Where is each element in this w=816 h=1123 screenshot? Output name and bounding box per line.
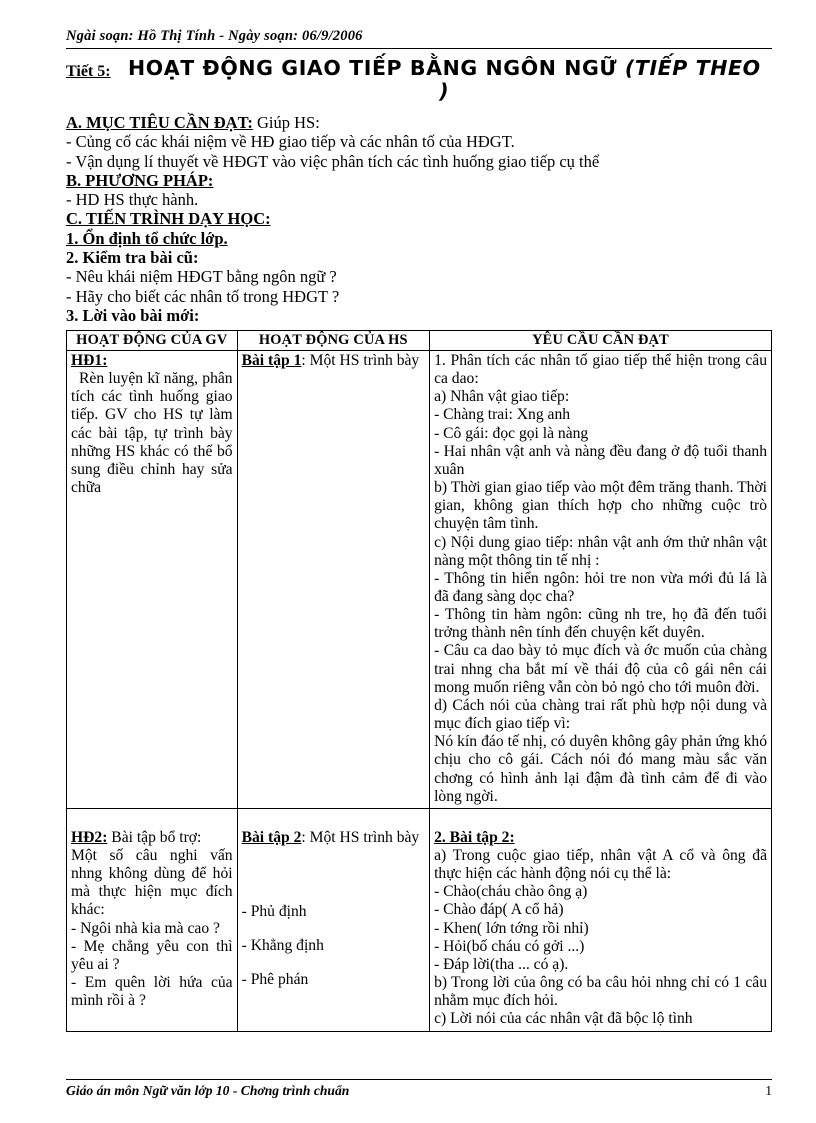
activity-item: - Ngôi nhà kia mà cao ? [71,919,220,937]
section-text: - Nêu khái niệm HĐGT bằng ngôn ngữ ? [66,267,337,287]
hd1-label: HĐ1: [71,351,108,369]
activity-item: - Em quên lời hứa của mình rồi à ? [71,974,233,1010]
req-line: d) Cách nói của chàng trai rất phù hợp nội dung và mục đích giao tiếp vì: [434,696,767,733]
section-line [66,248,772,267]
section-label: C. TIẾN TRÌNH DẠY HỌC: [66,209,271,229]
section-label: B. PHƯƠNG PHÁP: [66,170,214,190]
section-text: - HD HS thực hành. [66,190,199,210]
section-text: - Vận dụng lí thuyết về HĐGT vào việc phân tích các tình huống giao tiếp cụ thể [66,151,600,171]
req-line: c) Lời nói của các nhân vật đã bộc lộ tình [434,1010,693,1028]
exercise2-text: : Một HS trình bày [301,828,420,846]
cell-activity-gv-2 [67,808,238,1031]
section-text: Giúp HS: [252,112,320,132]
hs-answer-item: - Phủ định [241,903,307,921]
table-header-yccd: YÊU CẦU CẦN ĐẠT [430,331,772,351]
exercise1-line [242,352,425,370]
objectives-block [66,113,772,325]
req-line: - Khen( lớn tớng rồi nhỉ) [434,919,589,937]
lesson-number: Tiết 5: [66,63,111,80]
req-line: b) Trong lời của ông có ba câu hỏi nhng chỉ có 1 câu nhằm mục đích hỏi. [434,974,767,1010]
hd2-block [71,829,233,1011]
req-line: - Hai nhân vật anh và nàng đều đang ở độ tuổi thanh xuân [434,442,767,478]
section-line [66,229,772,248]
section-text: - Hãy cho biết các nhân tố trong HĐGT ? [66,286,340,306]
exercise2-label: Bài tập 2 [241,828,302,846]
section-line [66,171,772,190]
req-line: a) Nhân vật giao tiếp: [434,388,570,406]
section-text: - Củng cố các khái niệm về HĐ giao tiếp và các nhân tố của HĐGT. [66,132,515,152]
cell-activity-gv-1 [67,350,238,808]
section-line [66,306,772,325]
hs-answer-item: - Phê phán [241,971,309,989]
page-title-main: HOẠT ĐỘNG GIAO TIẾP BẰNG NGÔN NGỮ [127,56,618,80]
hs-answer-item: - Khẳng định [241,937,324,955]
page-header: Ngài soạn: Hồ Thị Tính - Ngày soạn: 06/9/2006 [66,28,772,49]
page-footer [66,1079,772,1099]
cell-requirements-1 [430,350,772,808]
activity-label-hd2 [71,829,233,847]
section-line [66,113,772,132]
table-header-hs: HOẠT ĐỘNG CỦA HS [237,331,429,351]
section-label: 1. Ổn định tổ chức lớp. [66,228,228,248]
activity-text-hd2: Một số câu nghi vấn nhng không dùng để hỏi mà thực hiện mục đích khác: [71,847,233,919]
section-label: 3. Lời vào bài mới: [66,305,200,325]
cell-activity-hs-1 [237,350,429,808]
table-header-row [67,331,772,351]
req-line: b) Thời gian giao tiếp vào một đêm trăng thanh. Thời gian, không gian thích hợp cho những cuộc trò chuyện tâm tình. [434,479,767,533]
page-title-suffix: (TIẾP THEO ) [439,56,761,103]
req-line: - Hỏi(bố cháu có gởi ...) [434,937,585,955]
page-number: 1 [765,1083,772,1098]
section-line [66,287,772,306]
activity-text-hd1: Rèn luyện kĩ năng, phân tích các tình huống giao tiếp. GV cho HS tự làm các bài tập, tự trình bày những HS khác có thể bổ sung điều chỉnh hay sửa chữa [71,370,233,497]
section-line [66,152,772,171]
hd2-label: HĐ2: [71,828,108,846]
req-line: a) Trong cuộc giao tiếp, nhân vật A cổ và ông đã thực hiện các hành động nói cụ thể là: [434,847,767,883]
footer-text: Giáo án môn Ngữ văn lớp 10 - Chơng trình chuẩn [66,1083,350,1098]
exercise2-block [242,829,425,990]
section-line [66,209,772,228]
page-title [121,57,772,103]
section-label: A. MỤC TIÊU CẦN ĐẠT: [66,112,253,132]
hd2-lead: Bài tập bổ trợ: [107,828,202,846]
req-line: - Chào đáp( A cổ hả) [434,901,564,919]
req-line: - Thông tin hiển ngôn: hỏi tre non vừa mới đủ lá là đã đang sàng dọc cha? [434,569,767,605]
cell-activity-hs-2 [237,808,429,1031]
req-line: 1. Phân tích các nhân tố giao tiếp thể hiện trong câu ca dao: [434,351,767,388]
section-line [66,190,772,209]
req2-label: 2. Bài tập 2: [434,828,515,846]
req-line: - Chào(cháu chào ông ạ) [434,883,588,901]
req2-block [434,829,767,1029]
table-header-gv: HOẠT ĐỘNG CỦA GV [67,331,238,351]
activity-label-hd1 [71,352,233,370]
section-line [66,267,772,286]
req-line: - Cô gái: đọc gọi là nàng [434,424,589,442]
exercise2-line [242,829,425,847]
lesson-plan-table [66,330,772,1031]
exercise1-text: : Một HS trình bày [301,351,420,369]
req-line: c) Nội dung giao tiếp: nhân vật anh ớm thử nhân vật nàng một thông tin tế nhị : [434,533,767,569]
title-row [66,57,772,103]
req-line: - Đáp lời(tha ... có ạ). [434,955,569,973]
section-label: 2. Kiểm tra bài cũ: [66,247,199,267]
activity-item: - Mẹ chẳng yêu con thì yêu ai ? [71,937,233,973]
req-line: - Câu ca dao bày tỏ mục đích và ớc muốn của chàng trai nhng cha bắt mí về thái độ của cô gái nên cái mong muốn riêng vẫn còn bỏ ngỏ cho tới muôn đời. [434,642,767,696]
exercise1-label: Bài tập 1 [241,351,302,369]
req-line: - Thông tin hàm ngôn: cũng nh tre, họ đã đến tuổi trởng thành nên tính đến chuyện kết duyên. [434,606,767,642]
req-line: - Chàng trai: Xng anh [434,406,571,424]
req-line: Nó kín đáo tế nhị, có duyên không gây phản ứng khó chịu cho cô gái. Cách nói đó mang màu sắc văn chơng có hình ảnh lại đậm đà tình cảm để đi vào lòng ngời. [434,733,767,805]
table-row [67,808,772,1031]
cell-requirements-2 [430,808,772,1031]
table-row [67,350,772,808]
section-line [66,132,772,151]
